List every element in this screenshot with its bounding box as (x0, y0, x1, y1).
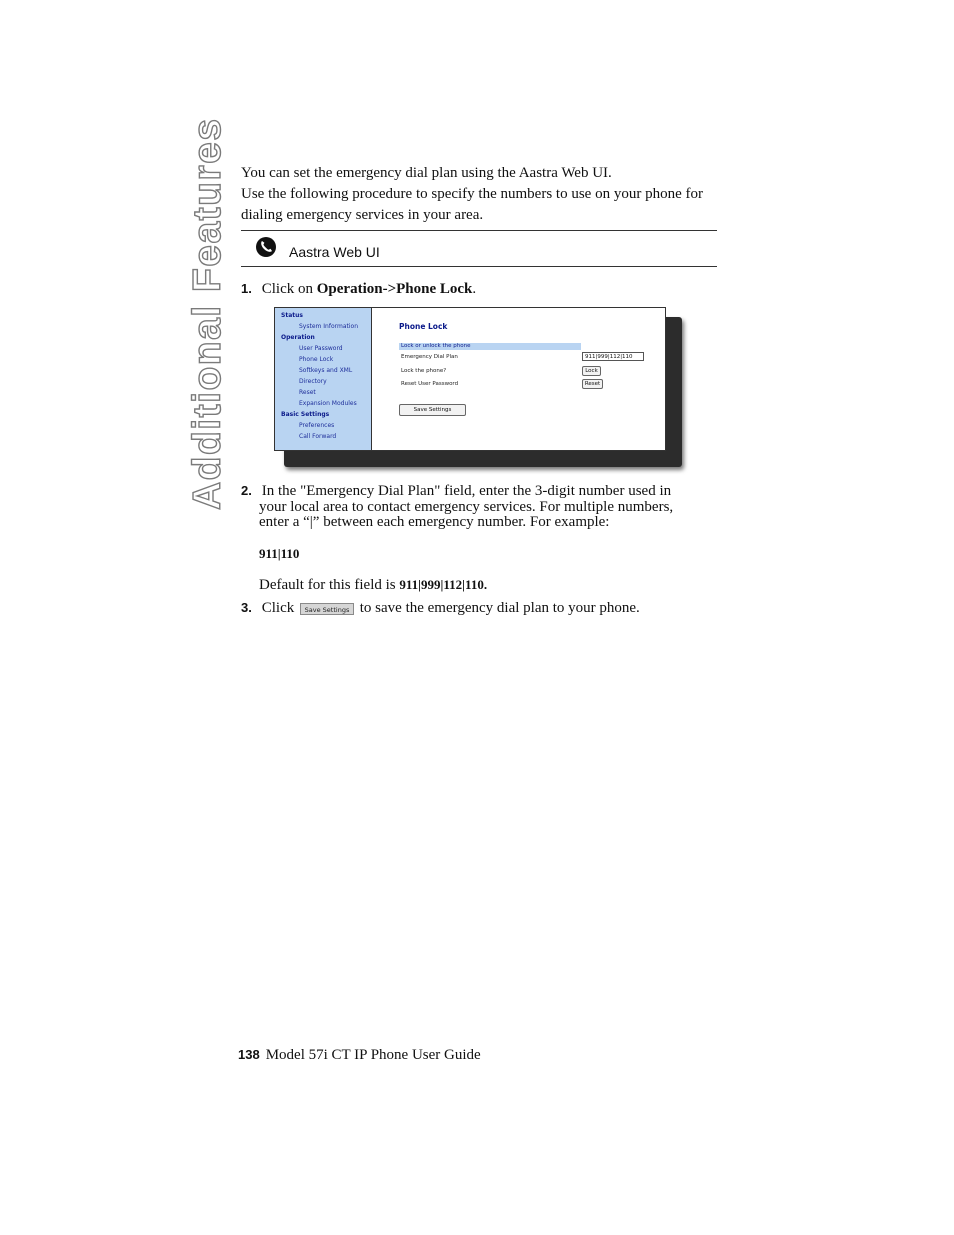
step-2-line-3: enter a “|” between each emergency number. For example: (259, 514, 610, 530)
default-line (259, 577, 487, 594)
step-2-line-2: your local area to contact emergency services. For multiple numbers, (259, 499, 674, 515)
nav-item-softkeys-xml[interactable]: Softkeys and XML (299, 367, 353, 374)
intro-line-2: Use the following procedure to specify the numbers to use on your phone for dialing emergency services in your area. (241, 186, 703, 223)
step-1 (241, 281, 476, 297)
bottom-rule (241, 266, 717, 267)
screenshot-window (274, 307, 666, 451)
default-value: 911|999|112|110. (399, 577, 488, 592)
example-value: 911|110 (259, 546, 300, 561)
step-3-suffix: to save the emergency dial plan to your phone. (356, 600, 640, 616)
nav-head-status: Status (281, 312, 303, 319)
nav-item-user-password[interactable]: User Password (299, 345, 343, 352)
intro-line-1: You can set the emergency dial plan using the Aastra Web UI. (241, 165, 612, 181)
nav-item-call-forward[interactable]: Call Forward (299, 433, 337, 440)
step-3 (241, 600, 640, 616)
reset-password-label: Reset User Password (401, 381, 459, 387)
nav-head-basic-settings: Basic Settings (281, 411, 330, 418)
guide-title: Model 57i CT IP Phone User Guide (265, 1047, 481, 1063)
nav-item-expansion-modules[interactable]: Expansion Modules (299, 400, 357, 407)
step-1-suffix: . (472, 281, 477, 297)
step-3-number: 3. (241, 600, 252, 615)
lock-phone-label: Lock the phone? (401, 368, 447, 374)
tool-header (255, 236, 380, 262)
web-ui-screenshot (274, 307, 666, 451)
top-rule (241, 230, 717, 231)
save-settings-button[interactable]: Save Settings (399, 404, 466, 416)
screenshot-content (372, 308, 665, 450)
intro-text (241, 163, 721, 226)
nav-item-phone-lock[interactable]: Phone Lock (299, 356, 334, 363)
emergency-dial-plan-field[interactable]: 911|999|112|110 (582, 352, 644, 361)
step-2 (241, 483, 671, 499)
tool-label: Aastra Web UI (289, 244, 380, 260)
step-2-number: 2. (241, 483, 252, 498)
nav-head-operation: Operation (281, 334, 315, 341)
step-3-prefix: Click (261, 600, 298, 616)
nav-item-preferences[interactable]: Preferences (299, 422, 335, 429)
step-1-target: Operation->Phone Lock (316, 281, 473, 297)
phone-globe-icon (255, 236, 277, 263)
nav-item-directory[interactable]: Directory (299, 378, 327, 385)
nav-item-system-information[interactable]: System Information (299, 323, 359, 330)
screenshot-sidebar (275, 308, 372, 450)
reset-button[interactable]: Reset (582, 379, 603, 389)
dial-plan-label: Emergency Dial Plan (401, 354, 458, 360)
phone-lock-title: Phone Lock (399, 322, 448, 331)
lock-button[interactable]: Lock (582, 366, 601, 376)
inline-save-settings-button[interactable]: Save Settings (300, 603, 354, 615)
nav-item-reset[interactable]: Reset (299, 389, 316, 396)
step-1-prefix: Click on (261, 281, 317, 297)
page-number: 138 (238, 1047, 260, 1062)
side-section-title: Additional Features (186, 117, 229, 510)
step-2-line-1: In the "Emergency Dial Plan" field, enter the 3-digit number used in (261, 483, 672, 499)
step-1-number: 1. (241, 281, 252, 296)
section-band: Lock or unlock the phone (399, 343, 581, 350)
page-footer (238, 1047, 481, 1064)
default-prefix: Default for this field is (259, 577, 400, 593)
